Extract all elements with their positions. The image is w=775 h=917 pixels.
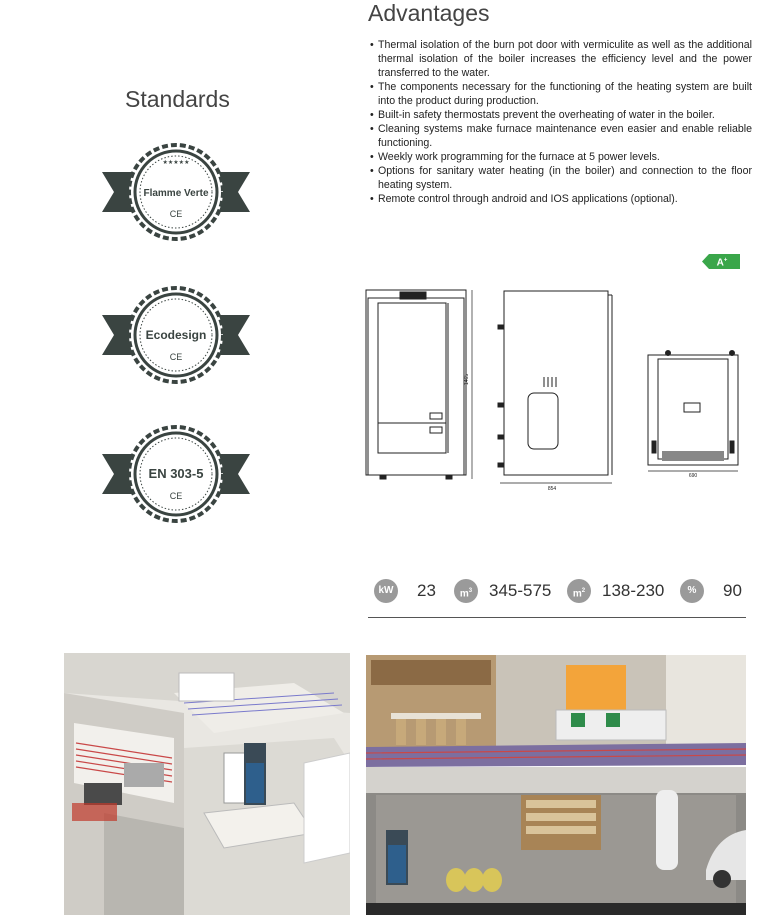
ecodesign-badge — [100, 285, 252, 385]
height-dimension: 1465 — [464, 373, 470, 385]
energy-class-sup: + — [723, 257, 728, 264]
specs-row — [372, 578, 747, 604]
apartment-cutaway-image — [64, 653, 350, 915]
energy-label — [702, 254, 740, 269]
list-item: • Built-in safety thermostats prevent the overheating of water in the boiler. — [370, 108, 752, 122]
house-section-image — [366, 655, 746, 915]
efficiency-icon: % — [680, 579, 704, 603]
list-item: • Weekly work programming for the furnace at 5 power levels. — [370, 150, 752, 164]
advantages-list — [370, 38, 752, 206]
badge-name: Flamme Verte — [143, 188, 209, 199]
specs-divider — [368, 617, 746, 618]
flamme-verte-badge — [100, 142, 252, 242]
area-icon: $m^2$ — [567, 579, 591, 603]
en-303-5-badge — [100, 424, 252, 524]
ce-mark: CE — [169, 209, 183, 219]
ce-mark: CE — [169, 352, 183, 362]
depth-dimension: 854 — [547, 486, 557, 492]
technical-drawings — [362, 285, 752, 495]
list-item: • Cleaning systems make furnace maintenance even easier and enable reliable functioning. — [370, 122, 752, 150]
standards-title: Standards — [125, 86, 230, 112]
volume-value: 345-575 — [489, 581, 552, 600]
power-value: 23 — [417, 581, 436, 600]
list-item: • Thermal isolation of the burn pot door with vermiculite as well as the additional thermal isolation of the boiler increases the efficiency level and the power transferred to the water. — [370, 38, 752, 80]
list-item: • Remote control through android and IOS applications (optional). — [370, 192, 752, 206]
ce-mark: CE — [169, 491, 183, 501]
efficiency-value: 90 — [723, 581, 742, 600]
list-item: • The components necessary for the functioning of the heating system are built into the product during production. — [370, 80, 752, 108]
badge-stars: ★★★★★ — [162, 160, 190, 166]
badge-name: EN 303-5 — [148, 466, 204, 481]
area-value: 138-230 — [602, 581, 665, 600]
badge-name: Ecodesign — [145, 328, 207, 342]
width-dimension: 690 — [688, 473, 698, 479]
power-icon: kW — [374, 579, 398, 603]
list-item: • Options for sanitary water heating (in the boiler) and connection to the floor heating system. — [370, 164, 752, 192]
energy-class: A — [716, 257, 724, 269]
volume-icon: $m^3$ — [454, 579, 478, 603]
advantages-title: Advantages — [368, 0, 490, 26]
